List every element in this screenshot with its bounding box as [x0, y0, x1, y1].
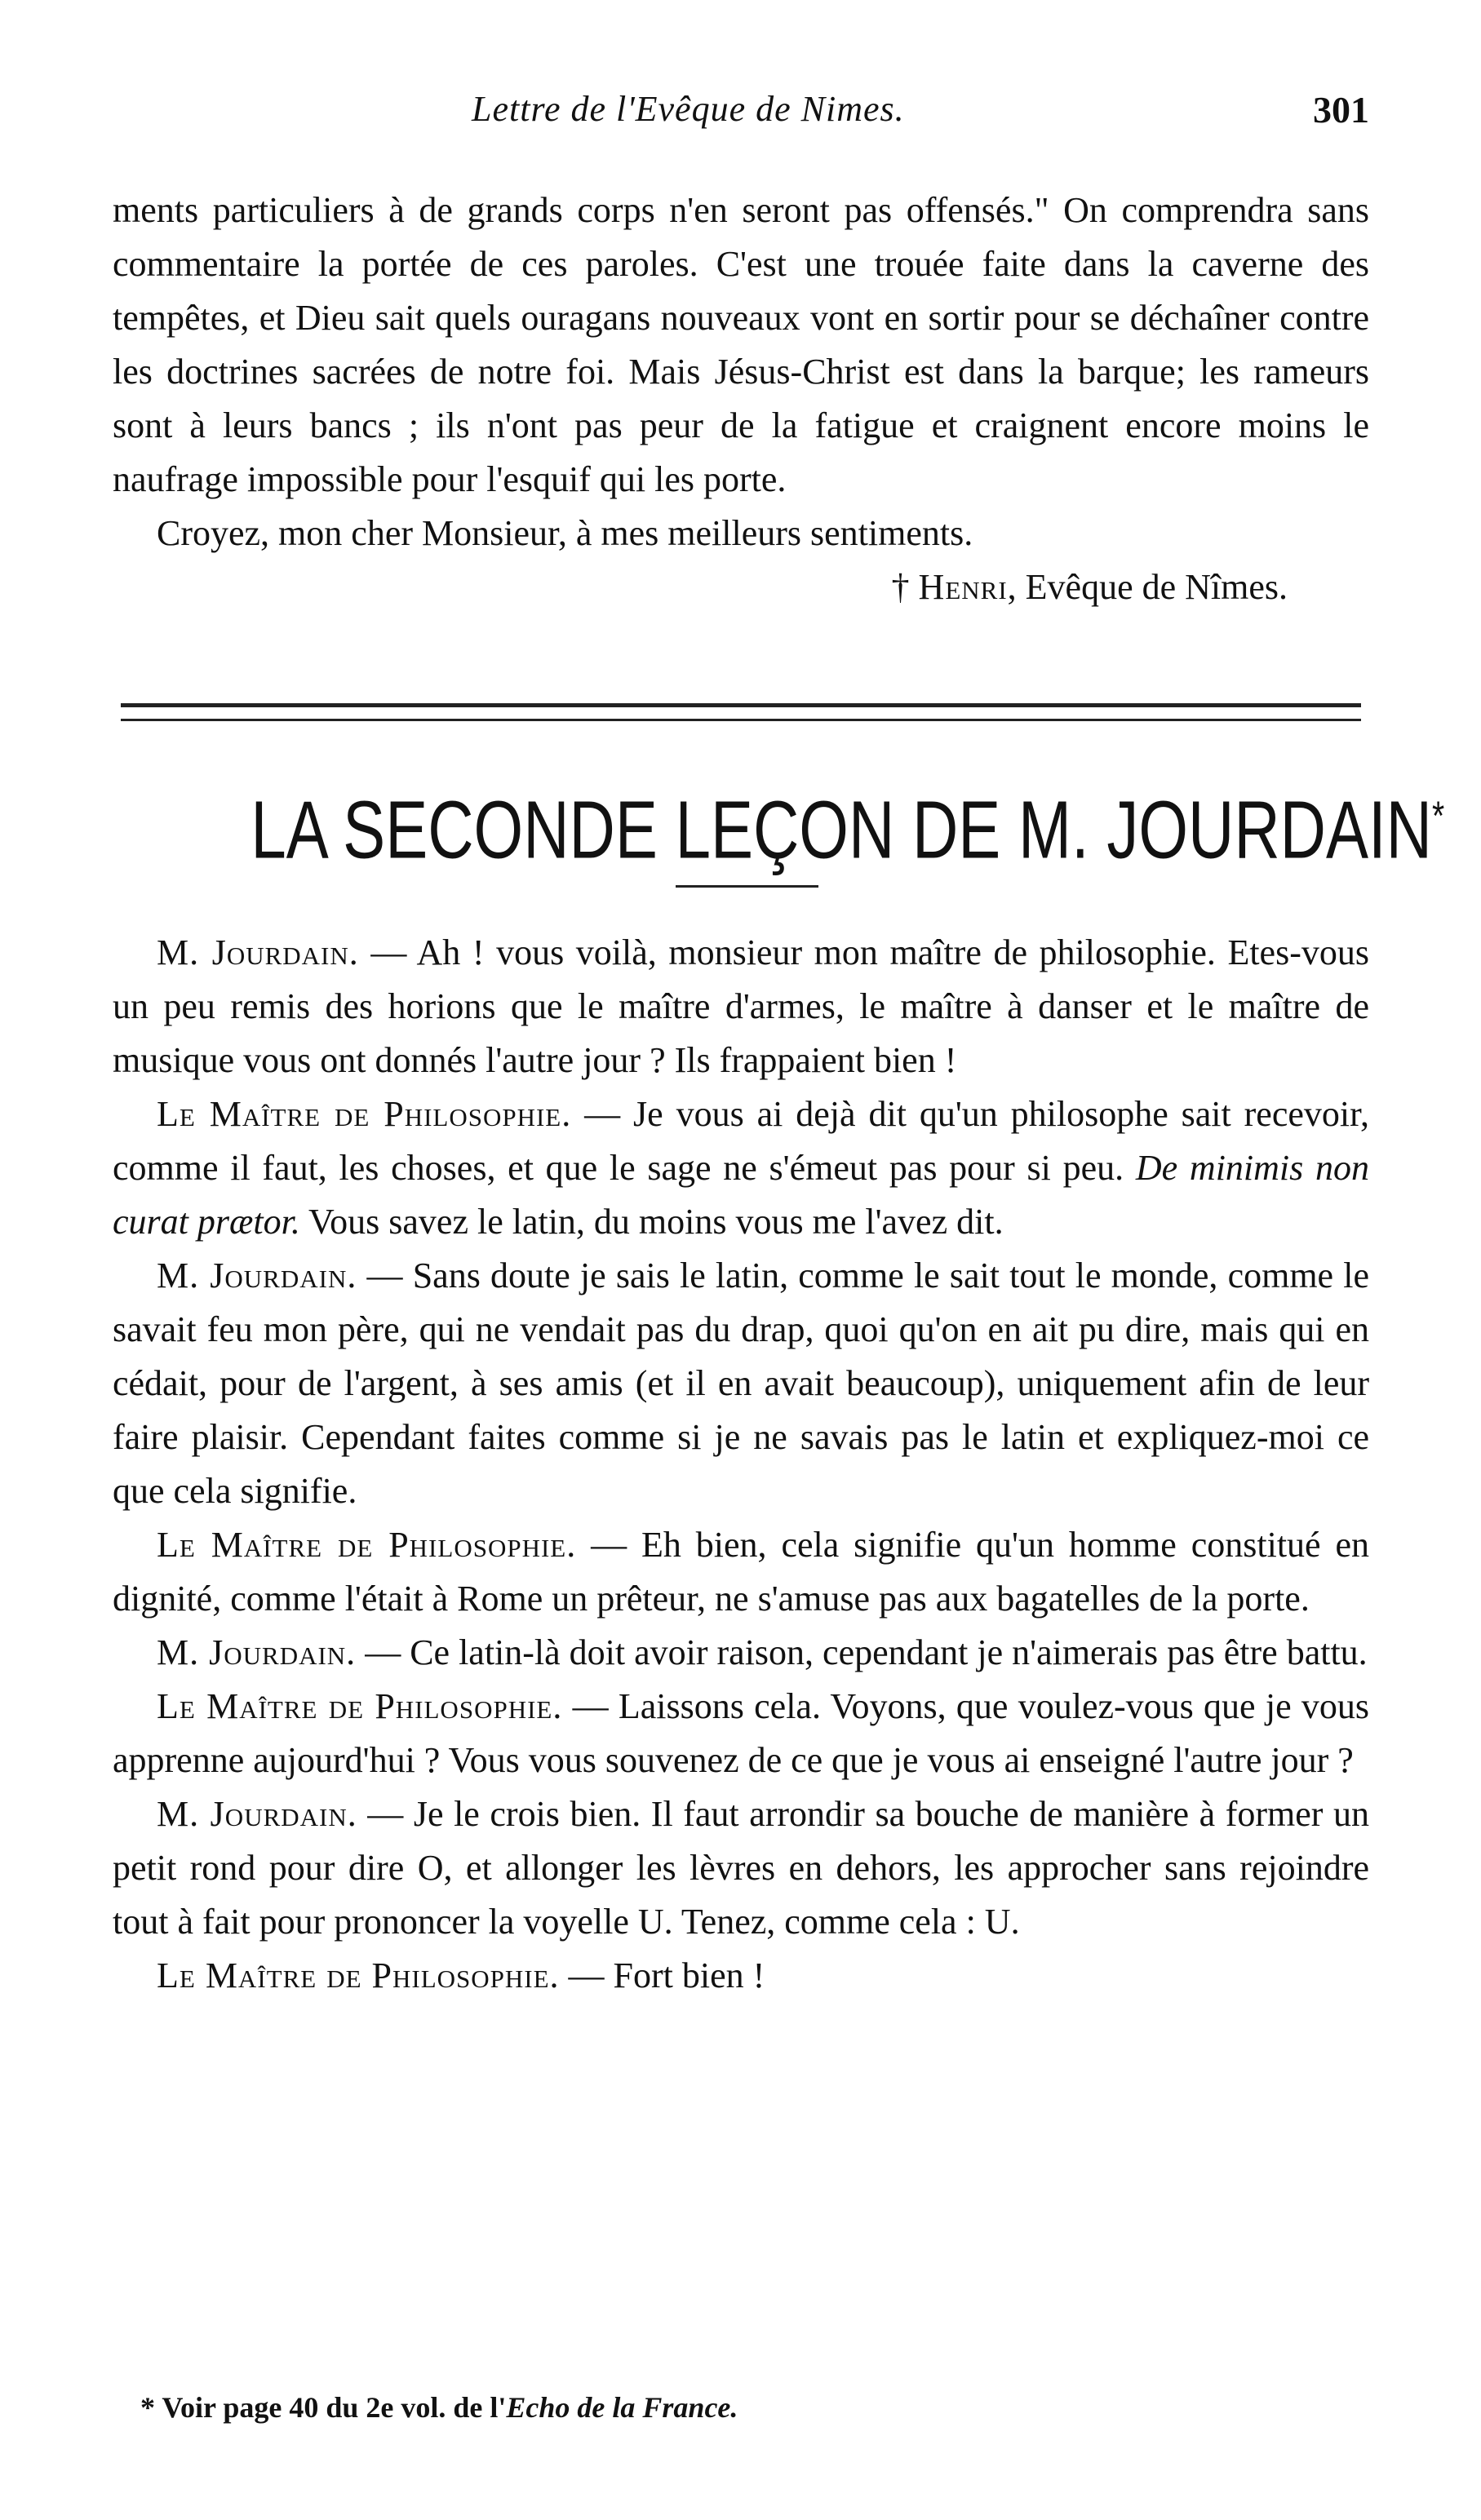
speech-text: — Sans doute je sais le latin, comme le sait tout le monde, comme le savait feu mon père, qui ne vendait pas du drap, quoi qu'on en ait pu dire, mais qui en cédait, pour de l'argent, à ses amis (et il en avait beaucoup), uniquement afin de leur faire plaisir. Cependant faites comme si je ne savais pas le latin et expliquez-moi ce que cela signifie.	[113, 1256, 1370, 1511]
dialogue-line	[113, 1087, 1369, 1249]
signature-name: Henri	[918, 567, 1008, 607]
dialogue-line	[113, 1626, 1369, 1680]
article-title-text: LA SECONDE LEÇON DE M. JOURDAIN	[251, 784, 1433, 876]
letter-ending	[113, 184, 1369, 614]
footnote-text: * Voir page 40 du 2e vol. de l'	[140, 2391, 507, 2424]
section-divider	[121, 703, 1361, 721]
speaker-name: Le Maître de Philosophie.	[157, 1525, 577, 1565]
dialogue	[113, 926, 1369, 2003]
latin-quote: De minimis non curat prætor.	[113, 1148, 1369, 1242]
article-title	[251, 771, 1445, 876]
speech-text: — Eh bien, cela signifie qu'un homme constitué en dignité, comme l'était à Rome un prêteur, ne s'amuse pas aux bagatelles de la porte.	[113, 1525, 1369, 1619]
letter-signature	[113, 560, 1369, 614]
speaker-name: Le Maître de Philosophie.	[157, 1955, 560, 1995]
speaker-name: M. Jourdain.	[157, 1794, 357, 1834]
page-header	[113, 88, 1369, 137]
signature-title: , Evêque de Nîmes.	[1007, 567, 1288, 607]
title-underline	[676, 885, 818, 888]
speech-text: — Laissons cela. Voyons, que voulez-vous que je vous apprenne aujourd'hui ? Vous vous souvenez de ce que je vous ai enseigné l'autre jour ?	[113, 1686, 1369, 1780]
speaker-name: Le Maître de Philosophie.	[157, 1094, 572, 1134]
speech-text: Vous savez le latin, du moins vous me l'avez dit.	[299, 1202, 1004, 1242]
dialogue-line	[113, 1949, 1369, 2003]
letter-closing: Croyez, mon cher Monsieur, à mes meilleurs sentiments.	[157, 513, 973, 553]
dialogue-line	[113, 1249, 1369, 1518]
speech-text: — Ah ! vous voilà, monsieur mon maître de philosophie. Etes-vous un peu remis des horions que le maître d'armes, le maître à danser et le maître de musique vous ont donnés l'autre jour ? Ils frappaient bien !	[113, 932, 1369, 1080]
speaker-name: Le Maître de Philosophie.	[157, 1686, 563, 1726]
speaker-name: M. Jourdain.	[157, 1256, 357, 1295]
letter-paragraph: ments particuliers à de grands corps n'en seront pas offensés." On comprendra sans commentaire la portée de ces paroles. C'est une trouée faite dans la caverne des tempêtes, et Dieu sait quels ouragans nouveaux vont en sortir pour se déchaîner contre les doctrines sacrées de notre foi. Mais Jésus-Christ est dans la barque; les rameurs sont à leurs bancs ; ils n'ont pas peur de la fatigue et craignent encore moins le naufrage impossible pour l'esquif qui les porte.	[113, 190, 1369, 499]
speaker-name: M. Jourdain.	[157, 932, 359, 972]
speech-text: — Ce latin-là doit avoir raison, cependant je n'aimerais pas être battu.	[356, 1632, 1368, 1672]
dialogue-line	[113, 1518, 1369, 1626]
footnote	[140, 2390, 738, 2425]
speech-text: — Je vous ai dejà dit qu'un philosophe sait recevoir, comme il faut, les choses, et que le sage ne s'émeut pas pour si peu.	[113, 1094, 1370, 1188]
speaker-name: M. Jourdain.	[157, 1632, 357, 1672]
cross-symbol: †	[891, 567, 910, 607]
footnote-source: Echo de la France.	[506, 2391, 738, 2424]
dialogue-line	[113, 1680, 1369, 1787]
page-number: 301	[1313, 89, 1369, 131]
dialogue-line	[113, 1787, 1369, 1949]
footnote-marker: *	[1432, 793, 1445, 839]
dialogue-line	[113, 926, 1369, 1087]
speech-text: — Fort bien !	[559, 1955, 765, 1995]
running-title: Lettre de l'Evêque de Nimes.	[472, 89, 905, 129]
speech-text: — Je le crois bien. Il faut arrondir sa bouche de manière à former un petit rond pour dire O, et allonger les lèvres en dehors, les approcher sans rejoindre tout à fait pour prononcer la voyelle U. Tenez, comme cela : U.	[113, 1794, 1369, 1942]
